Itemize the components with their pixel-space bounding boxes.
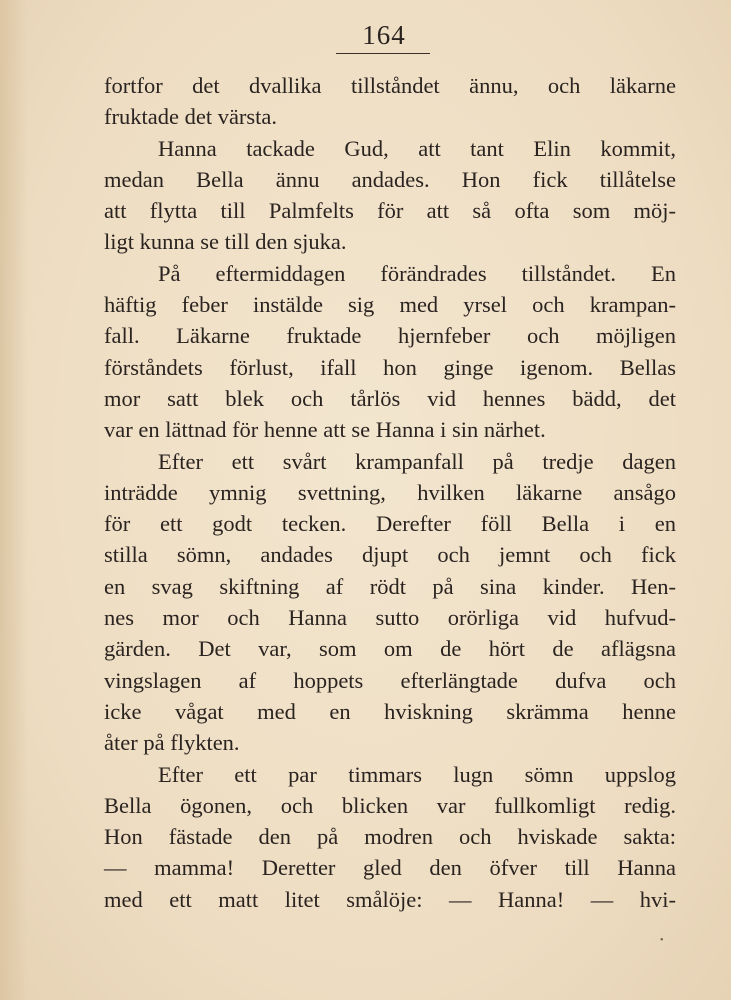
text-line: Efter ett par timmars lugn sömn uppslog xyxy=(158,761,676,787)
text-line: med ett matt litet smålöje: — Hanna! — hvi- xyxy=(104,886,676,912)
text-line: Bella ögonen, och blicken var fullkomligt redig. xyxy=(104,792,676,818)
text-line: var en lättnad för henne att se Hanna i sin närhet. xyxy=(104,417,546,443)
text-line: nes mor och Hanna sutto orörliga vid hufvud- xyxy=(104,605,676,631)
text-line: På eftermiddagen förändrades tillståndet. En xyxy=(158,260,676,286)
text-line: stilla sömn, andades djupt och jemnt och fick xyxy=(104,542,676,568)
page-number: 164 xyxy=(362,20,406,50)
text-line: ligt kunna se till den sjuka. xyxy=(104,229,347,255)
text-line: Efter ett svårt krampanfall på tredje dagen xyxy=(158,448,676,474)
text-line: gärden. Det var, som om de hört de aflägsna xyxy=(104,636,676,662)
text-line: — mamma! Deretter gled den öfver till Hanna xyxy=(104,855,676,881)
page-gutter-shadow xyxy=(0,0,28,1000)
text-line: Hon fästade den på modren och hviskade sakta: xyxy=(104,824,676,850)
text-line: vingslagen af hoppets efterlängtade dufva och xyxy=(104,667,676,693)
print-speck: • xyxy=(660,935,664,946)
text-line: fall. Läkarne fruktade hjernfeber och möjligen xyxy=(104,323,676,349)
text-line: mor satt blek och tårlös vid hennes bädd, det xyxy=(104,385,676,411)
body-text xyxy=(104,70,676,915)
page-number-rule xyxy=(336,53,430,54)
text-line: häftig feber instälde sig med yrsel och krampan- xyxy=(104,292,676,318)
text-line: åter på flykten. xyxy=(104,730,240,756)
text-line: fortfor det dvallika tillståndet ännu, och läkarne xyxy=(104,73,676,98)
text-line: att flytta till Palmfelts för att så ofta som möj- xyxy=(104,198,676,224)
text-line: för ett godt tecken. Derefter föll Bella i en xyxy=(104,511,676,537)
text-line: inträdde ymnig svettning, hvilken läkarne ansågo xyxy=(104,479,676,505)
text-line: medan Bella ännu andades. Hon fick tillåtelse xyxy=(104,166,676,192)
text-line: en svag skiftning af rödt på sina kinder. Hen- xyxy=(104,573,676,599)
text-line: icke vågat med en hviskning skrämma henne xyxy=(104,698,676,724)
text-line: förståndets förlust, ifall hon ginge igenom. Bellas xyxy=(104,354,676,380)
text-line: fruktade det värsta. xyxy=(104,104,278,130)
text-line: Hanna tackade Gud, att tant Elin kommit, xyxy=(158,135,676,161)
